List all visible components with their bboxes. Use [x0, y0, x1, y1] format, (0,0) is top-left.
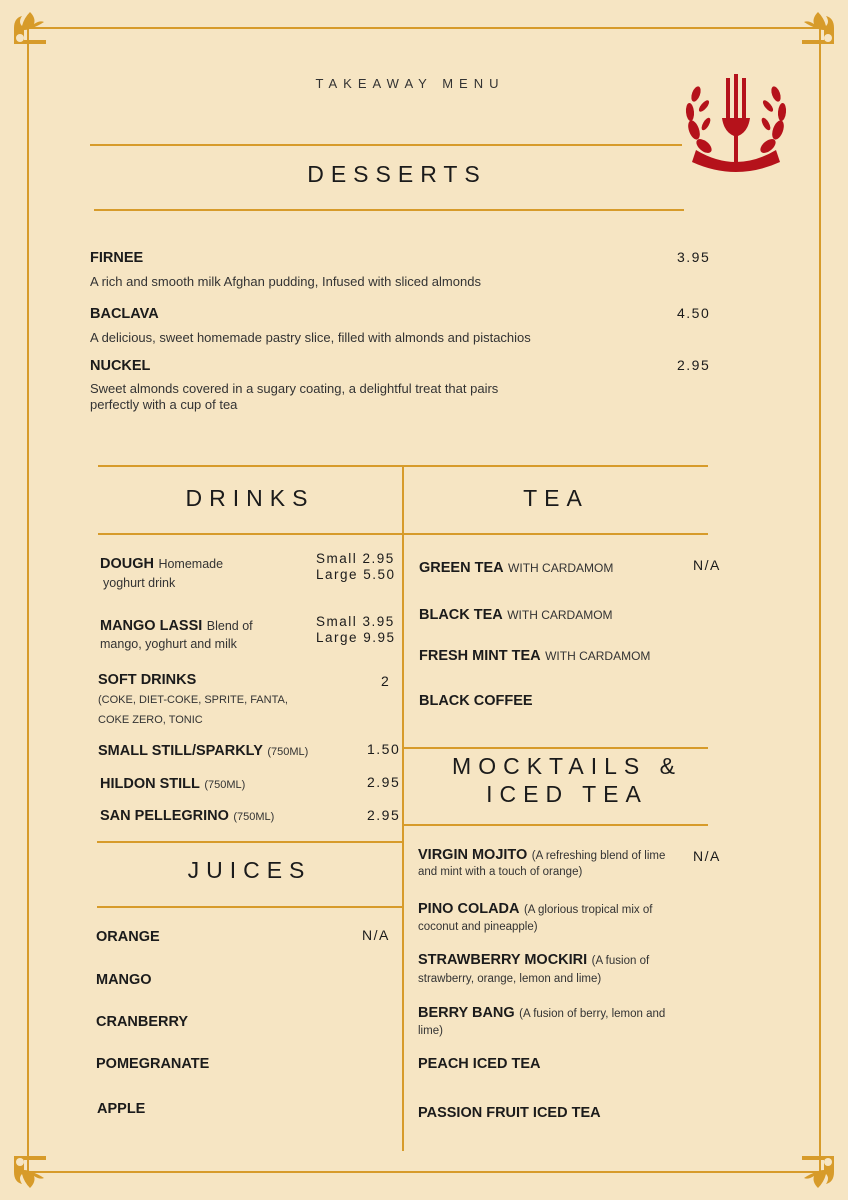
drink-name: MANGO LASSI: [100, 618, 203, 634]
juice-name: POMEGRANATE: [96, 1056, 210, 1072]
tea-note: WITH CARDAMOM: [508, 561, 614, 575]
mocktail-item: [418, 900, 652, 918]
dessert-name: BACLAVA: [90, 306, 159, 322]
divider: [94, 209, 684, 211]
juices-title: JUICES: [187, 857, 312, 883]
divider: [98, 533, 708, 535]
dessert-name: NUCKEL: [90, 358, 151, 374]
drink-item: [100, 775, 245, 793]
tea-name: BLACK TEA: [419, 607, 503, 623]
mocktail-desc: lime): [418, 1025, 443, 1037]
wreath-fork-logo-icon: [676, 70, 796, 174]
dessert-price: 3.95: [677, 249, 711, 265]
drink-price-small: Small 3.95: [316, 614, 395, 629]
drink-desc: COKE ZERO, TONIC: [98, 714, 203, 726]
tea-name: BLACK COFFEE: [419, 693, 533, 709]
juice-name: APPLE: [97, 1101, 146, 1117]
fleur-corner-icon: [10, 1152, 50, 1192]
drink-price: 2: [381, 673, 391, 689]
desserts-title: DESSERTS: [307, 161, 487, 187]
mocktail-name: STRAWBERRY MOCKIRI: [418, 952, 588, 968]
tea-note: WITH CARDAMOM: [507, 608, 613, 622]
divider: [97, 906, 402, 908]
dessert-desc: A delicious, sweet homemade pastry slice, filled with almonds and pistachios: [90, 330, 531, 345]
drink-item: [100, 807, 274, 825]
juice-name: MANGO: [96, 972, 152, 988]
drink-price-small: Small 2.95: [316, 551, 395, 566]
drink-name: SAN PELLEGRINO: [100, 808, 229, 824]
tea-price: N/A: [693, 557, 721, 573]
tea-note: WITH CARDAMOM: [545, 649, 651, 663]
dessert-price: 4.50: [677, 305, 711, 321]
column-divider: [402, 465, 404, 1151]
tea-title: TEA: [523, 485, 589, 511]
mocktails-title: ICED TEA: [486, 781, 648, 807]
mocktail-name: PASSION FRUIT ICED TEA: [418, 1105, 601, 1121]
tea-item: [419, 606, 613, 624]
dessert-desc: perfectly with a cup of tea: [90, 397, 238, 412]
mocktails-title: MOCKTAILS &: [452, 753, 682, 779]
dessert-name: FIRNEE: [90, 250, 144, 266]
menu-header-title: TAKEAWAY MENU: [315, 76, 505, 91]
drink-name: SMALL STILL/SPARKLY: [98, 743, 263, 759]
juice-name: ORANGE: [96, 929, 160, 945]
mocktail-desc: strawberry, orange, lemon and lime): [418, 973, 602, 985]
mocktail-desc: coconut and pineapple): [418, 921, 538, 933]
dessert-price: 2.95: [677, 357, 711, 373]
drink-desc: yoghurt drink: [103, 576, 176, 590]
mocktail-item: [418, 846, 665, 864]
tea-item: [419, 559, 613, 577]
drink-desc: Homemade: [158, 557, 224, 571]
dessert-desc: Sweet almonds covered in a sugary coating, a delightful treat that pairs: [90, 381, 499, 396]
tea-name: GREEN TEA: [419, 560, 504, 576]
drink-price-large: Large 9.95: [316, 630, 396, 645]
drink-desc: (COKE, DIET-COKE, SPRITE, FANTA,: [98, 694, 288, 706]
drinks-title: DRINKS: [185, 485, 315, 511]
dessert-desc: A rich and smooth milk Afghan pudding, Infused with sliced almonds: [90, 274, 481, 289]
divider: [97, 841, 402, 843]
drink-item: [100, 555, 223, 573]
tea-name: FRESH MINT TEA: [419, 648, 541, 664]
mocktail-desc: (A fusion of berry, lemon and: [519, 1008, 666, 1020]
mocktail-desc: (A fusion of: [591, 955, 650, 967]
mocktail-desc: (A refreshing blend of lime: [531, 850, 666, 862]
drink-name: SOFT DRINKS: [98, 672, 197, 688]
drink-name: DOUGH: [100, 556, 154, 572]
juice-name: CRANBERRY: [96, 1014, 189, 1030]
fleur-corner-icon: [798, 1152, 838, 1192]
mocktail-name: PINO COLADA: [418, 901, 520, 917]
drink-name: HILDON STILL: [100, 776, 200, 792]
drink-desc: mango, yoghurt and milk: [100, 637, 237, 651]
mocktail-item: [418, 951, 649, 969]
mocktail-item: [418, 1004, 665, 1022]
drink-size-note: (750ML): [267, 746, 309, 758]
drink-desc: Blend of: [206, 619, 253, 633]
page-border: [27, 27, 821, 1173]
drink-price: 2.95: [367, 807, 401, 823]
divider: [404, 824, 708, 826]
drink-item: [100, 617, 253, 635]
divider: [90, 144, 682, 146]
mocktails-price: N/A: [693, 848, 721, 864]
mocktail-name: VIRGIN MOJITO: [418, 847, 528, 863]
mocktail-name: BERRY BANG: [418, 1005, 515, 1021]
drink-item: [98, 742, 308, 760]
mocktail-desc: (A glorious tropical mix of: [523, 904, 653, 916]
fleur-corner-icon: [798, 8, 838, 48]
tea-item: [419, 647, 650, 665]
drink-size-note: (750ML): [233, 811, 275, 823]
juices-price: N/A: [362, 927, 390, 943]
drink-price: 2.95: [367, 774, 401, 790]
drink-size-note: (750ML): [204, 779, 246, 791]
fleur-corner-icon: [10, 8, 50, 48]
mocktail-desc: and mint with a touch of orange): [418, 866, 583, 878]
divider: [404, 747, 708, 749]
drink-price-large: Large 5.50: [316, 567, 396, 582]
drink-price: 1.50: [367, 741, 401, 757]
mocktail-name: PEACH ICED TEA: [418, 1056, 541, 1072]
